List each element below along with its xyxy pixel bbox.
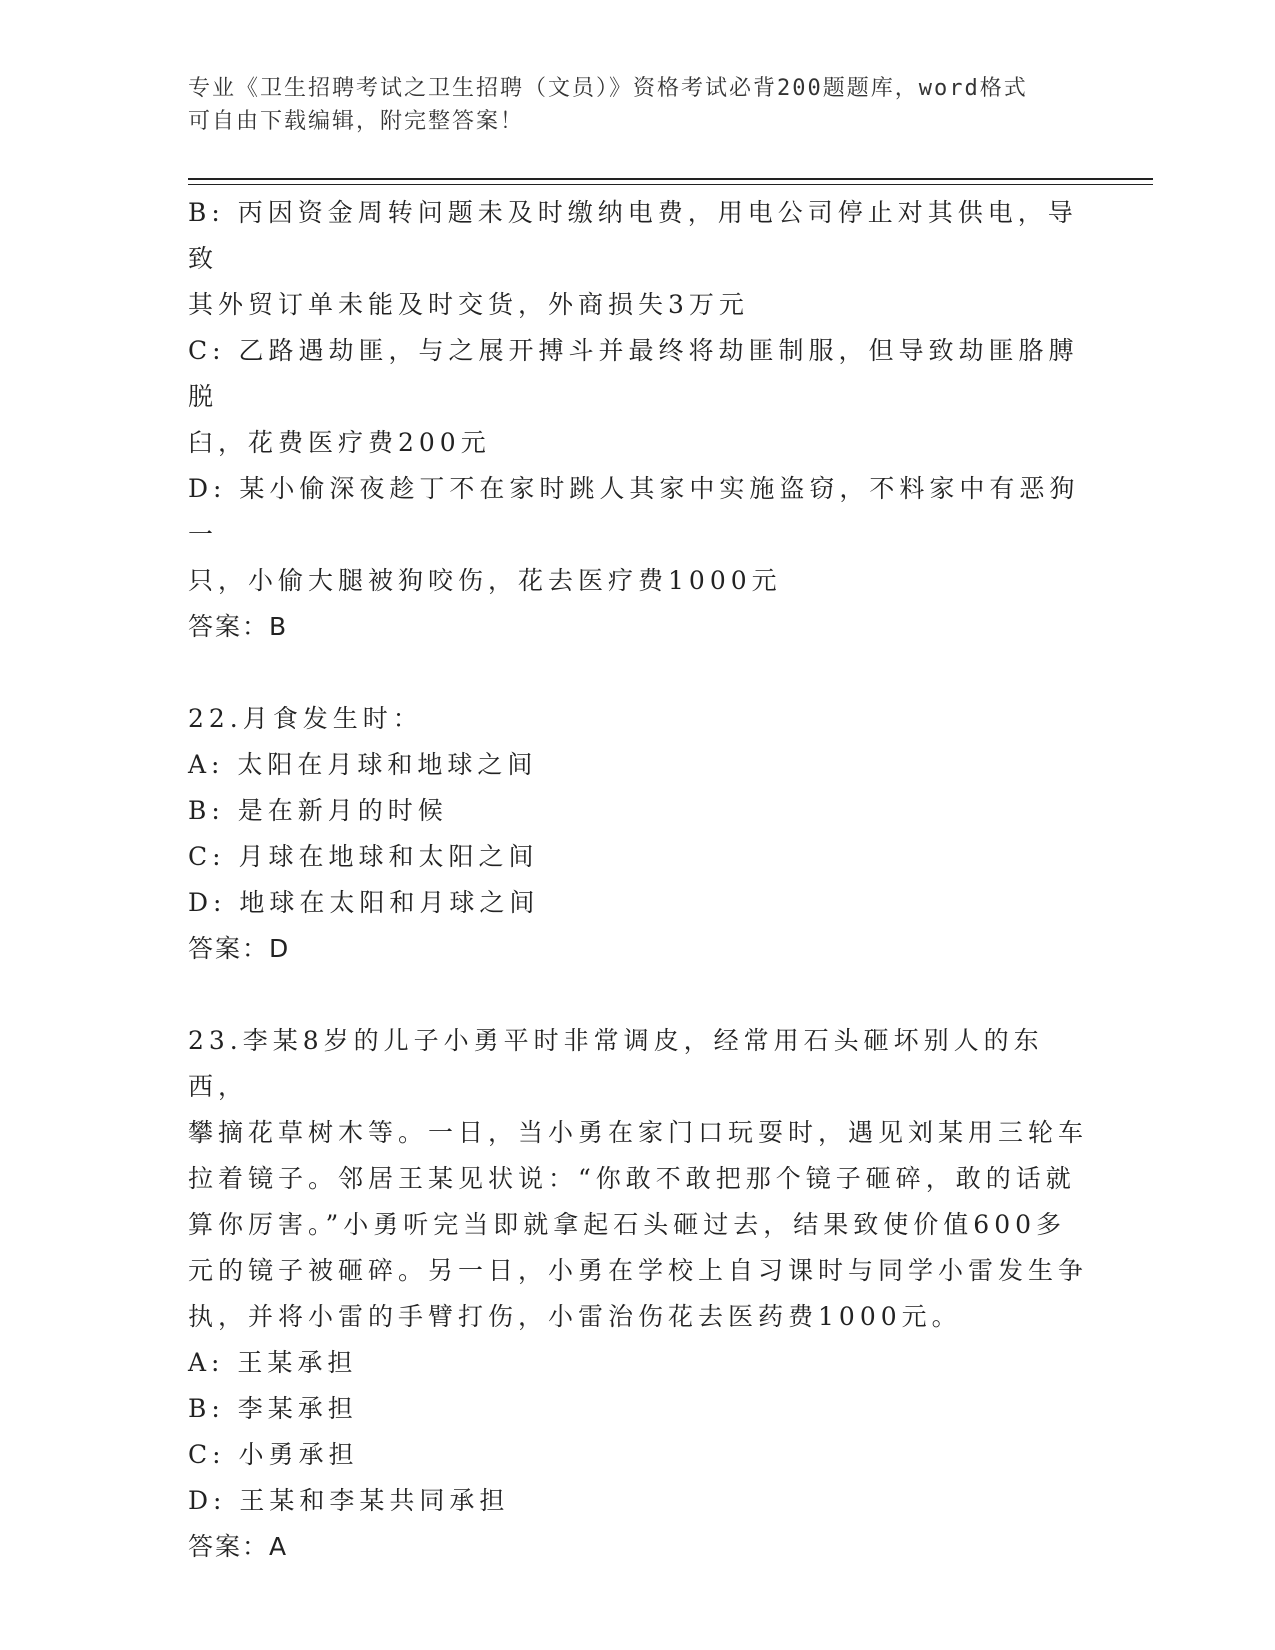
q23-stem-line: 23.李某8岁的儿子小勇平时非常调皮，经常用石头砸坏别人的东西， <box>188 1026 1044 1101</box>
q21-option-d: D: 某小偷深夜趁丁不在家时跳人其家中实施盗窃，不料家中有恶狗一 <box>188 474 1080 549</box>
q22-option-b: B: 是在新月的时候 <box>188 796 448 825</box>
q23-stem-line: 攀摘花草树木等。一日，当小勇在家门口玩耍时，遇见刘某用三轮车 <box>188 1118 1089 1147</box>
q23-stem-line: 元的镜子被砸碎。另一日，小勇在学校上自习课时与同学小雷发生争 <box>188 1256 1089 1285</box>
question-21 <box>188 190 1088 650</box>
header-divider-thick <box>188 178 1153 180</box>
q22-answer: 答案：D <box>188 934 291 963</box>
q23-option-a: A: 王某承担 <box>188 1348 358 1377</box>
q23-option-c: C: 小勇承担 <box>188 1440 359 1469</box>
q22-option-a: A: 太阳在月球和地球之间 <box>188 750 538 779</box>
q21-option-c: C: 乙路遇劫匪，与之展开搏斗并最终将劫匪制服，但导致劫匪胳膊脱 <box>188 336 1079 411</box>
question-23 <box>188 1018 1088 1570</box>
q21-option-d-continued: 只，小偷大腿被狗咬伤，花去医疗费1000元 <box>188 566 782 595</box>
q21-option-b-continued: 其外贸订单未能及时交货，外商损失3万元 <box>188 290 749 319</box>
q23-stem-line: 算你厉害。”小勇听完当即就拿起石头砸过去，结果致使价值600多 <box>188 1210 1067 1239</box>
header-line-1: 专业《卫生招聘考试之卫生招聘（文员）》资格考试必背200题题库，word格式 <box>188 76 1028 101</box>
document-body <box>188 190 1088 1570</box>
q22-stem: 22.月食发生时： <box>188 704 423 733</box>
q21-answer: 答案：B <box>188 612 289 641</box>
document-header <box>188 72 1068 138</box>
q22-option-c: C: 月球在地球和太阳之间 <box>188 842 539 871</box>
q23-stem-line: 拉着镜子。邻居王某见状说：“你敢不敢把那个镜子砸碎，敢的话就 <box>188 1164 1076 1193</box>
header-line-2: 可自由下载编辑，附完整答案！ <box>188 109 525 134</box>
spacer <box>188 650 1088 696</box>
q23-stem-line: 执，并将小雷的手臂打伤，小雷治伤花去医药费1000元。 <box>188 1302 962 1331</box>
q23-option-b: B: 李某承担 <box>188 1394 358 1423</box>
spacer <box>188 972 1088 1018</box>
q22-option-d: D: 地球在太阳和月球之间 <box>188 888 540 917</box>
q21-option-c-continued: 臼，花费医疗费200元 <box>188 428 491 457</box>
question-22 <box>188 696 1088 972</box>
q23-answer: 答案：A <box>188 1532 289 1561</box>
header-divider-thin <box>188 184 1153 185</box>
q21-option-b: B: 丙因资金周转问题未及时缴纳电费，用电公司停止对其供电，导致 <box>188 198 1078 273</box>
q23-option-d: D: 王某和李某共同承担 <box>188 1486 510 1515</box>
